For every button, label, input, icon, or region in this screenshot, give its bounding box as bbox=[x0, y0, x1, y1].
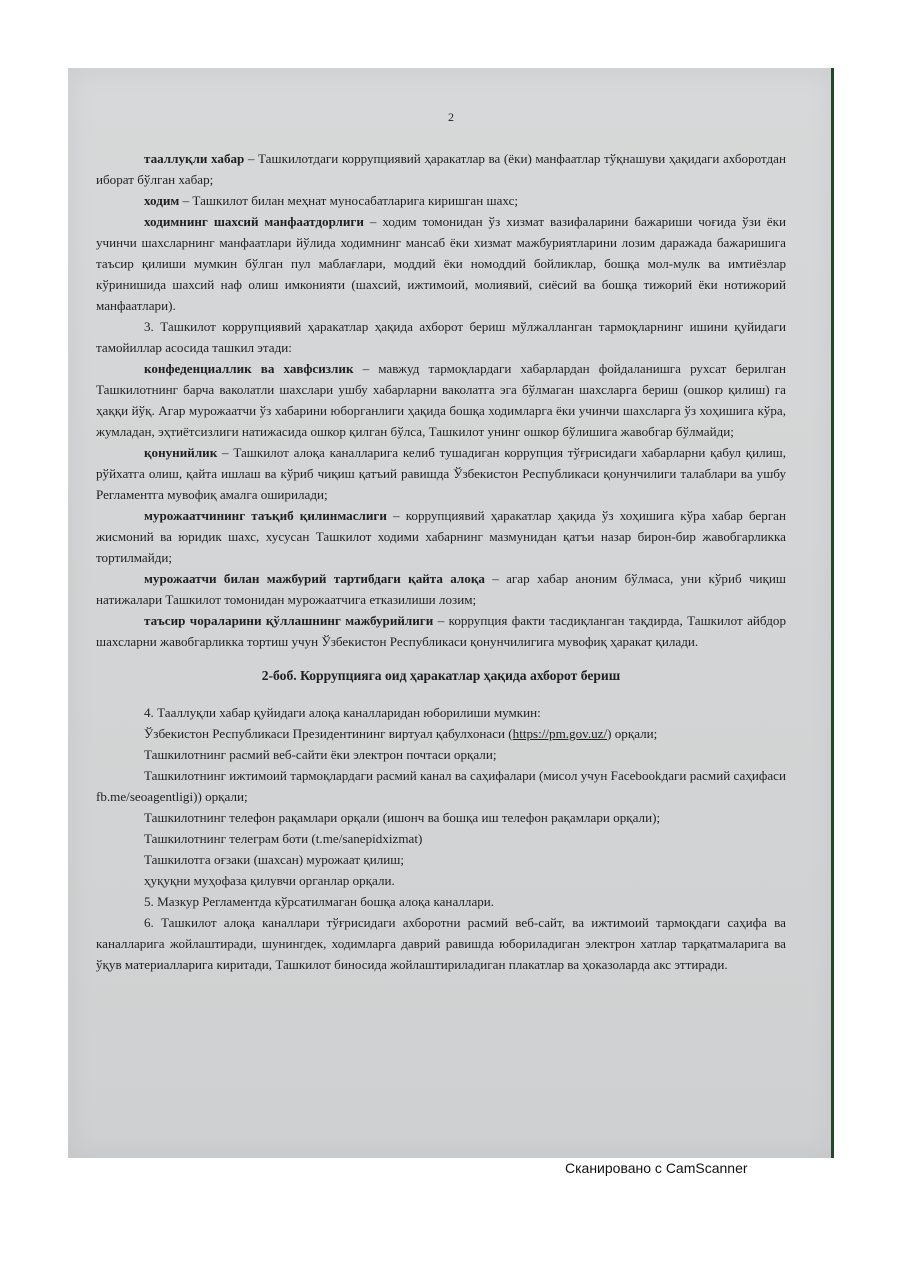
paragraph-text: 3. Ташкилот коррупциявий ҳаракатлар ҳақида ахборот бериш мўлжалланган тармоқларнинг ишини қуйидаги тамойиллар асосида ташкил этади: bbox=[96, 319, 786, 355]
definition-term: ходимнинг шахсий манфаатдорлиги bbox=[144, 214, 364, 229]
definition-paragraph bbox=[96, 148, 786, 190]
item-6: 6. Ташкилот алоқа каналлари тўғрисидаги ахборотни расмий веб-сайт, ва ижтимоий тармоқдаги саҳифа ва каналларига жойлаштиради, шунингдек, ходимларга даврий равишда юбориладиган электрон хатлар тарқатмаларига ва ўқув материалларига киритади, Ташкилот биносида жойлаштириладиган плакатлар ва ҳоказоларда акс эттиради. bbox=[96, 915, 786, 972]
principle-paragraph bbox=[96, 505, 786, 568]
definition-text: – ходим томонидан ўз хизмат вазифаларини бажариши чоғида ўзи ёки учинчи шахсларнинг манфаатлари йўлида ходимнинг мансаб ёки хизмат мажбуриятларини лозим даражада бажаришига таъсир қилиши мумкин бўлган пул маблағлари, моддий ёки номоддий бойликлар, бошқа мол-мулк ва имтиёзлар кўринишида шахсий наф олиш имконияти (шахсий, ижтимоий, молиявий, сиёсий ва бошқа тижорий ёки нотижорий манфаатлари). bbox=[96, 214, 786, 313]
principle-text: – мавжуд тармоқлардаги хабарлардан фойдаланишга рухсат берилган Ташкилотнинг барча ваколатли шахслари ушбу хабарларни ваколатга эга бўлмаган шахсларга бериш (ошкор қилиш) га ҳаққи йўқ. Агар мурожаатчи ўз хабарини юборганлиги ҳақида бошқа ходимларга ёки учинчи шахсларга ўз хоҳишига кўра, жумладан, эҳтиётсизлиги натижасида ошкор қилган бўлса, Ташкилот унинг ошкор бўлишига жавобгар бўлмайди; bbox=[96, 361, 786, 439]
item-5: 5. Мазкур Регламентда кўрсатилмаган бошқа алоқа каналлари. bbox=[144, 894, 495, 909]
channel-item: Ташкилотнинг расмий веб-сайти ёки электрон почтаси орқали; bbox=[144, 747, 497, 762]
definition-paragraph bbox=[96, 190, 786, 211]
principle-term: қонунийлик bbox=[144, 445, 218, 460]
principle-text: – Ташкилот алоқа каналларига келиб тушадиган коррупция тўғрисидаги хабарларни қабул қилиш, рўйхатга олиш, қайта ишлаш ва кўриб чиқиш қатъий равишда Ўзбекистон Республикаси қонунчилиги талаблари ва ушбу Регламентга мувофиқ амалга оширилади; bbox=[96, 445, 786, 502]
definition-term: ходим bbox=[144, 193, 180, 208]
definition-paragraph bbox=[96, 211, 786, 316]
scan-edge bbox=[831, 68, 834, 1158]
portal-text-after: ) орқали; bbox=[607, 726, 658, 741]
numbered-paragraph bbox=[96, 316, 786, 358]
channel-item: Ташкилотга оғзаки (шахсан) мурожаат қилиш; bbox=[144, 852, 404, 867]
principle-paragraph bbox=[96, 610, 786, 652]
page-number: 2 bbox=[448, 110, 454, 124]
channel-item: Ташкилотнинг ижтимоий тармоқлардаги расмий канал ва саҳифалари (мисол учун Facebookдаги расмий саҳифаси fb.me/seoagentligi)) орқали; bbox=[96, 768, 786, 804]
principle-text: – агар хабар аноним бўлмаса, уни кўриб чиқиш натижалари Ташкилот томонидан мурожаатчига етказилиши лозим; bbox=[96, 571, 787, 607]
definition-term: тааллуқли хабар bbox=[144, 151, 245, 166]
camscanner-watermark: Сканировано с CamScanner bbox=[565, 1160, 748, 1176]
channel-item: Ташкилотнинг телеграм боти (t.me/sanepidxizmat) bbox=[144, 831, 423, 846]
principle-text: – коррупция факти тасдиқланган тақдирда, Ташкилот айбдор шахсларни жавобгарликка тортиш учун Ўзбекистон Республикаси қонунчилигига мувофиқ ҳаракат қилади. bbox=[96, 613, 786, 649]
principle-paragraph bbox=[96, 568, 786, 610]
document-body bbox=[96, 148, 786, 975]
definition-text: – Ташкилот билан меҳнат муносабатларига киришган шахс; bbox=[179, 193, 519, 208]
principle-term: конфеденциаллик ва хавфсизлик bbox=[144, 361, 354, 376]
principle-paragraph bbox=[96, 358, 786, 442]
principle-term: мурожаатчи билан мажбурий тартибдаги қайта алоқа bbox=[144, 571, 485, 586]
principle-text: – коррупциявий ҳаракатлар ҳақида ўз хоҳишига кўра хабар берган жисмоний ва юридик шахс, хусусан Ташкилот ходими хабарнинг мазмунидан қатъи назар бирон-бир жавобгарликка тортилмайди; bbox=[96, 508, 787, 565]
channel-president-portal bbox=[96, 723, 786, 744]
item-4-intro: 4. Тааллуқли хабар қуйидаги алоқа каналларидан юборилиши мумкин: bbox=[144, 705, 541, 720]
principle-term: мурожаатчининг таъқиб қилинмаслиги bbox=[144, 508, 387, 523]
portal-text-before: Ўзбекистон Республикаси Президентининг виртуал қабулхонаси ( bbox=[144, 726, 513, 741]
principle-term: таъсир чораларини қўллашнинг мажбурийлиги bbox=[144, 613, 434, 628]
chapter-heading: 2-боб. Коррупцияга оид ҳаракатлар ҳақида ахборот бериш bbox=[261, 668, 621, 683]
portal-link[interactable]: https://pm.gov.uz/ bbox=[512, 726, 608, 741]
channel-item: Ташкилотнинг телефон рақамлари орқали (ишонч ва бошқа иш телефон рақамлари орқали); bbox=[144, 810, 661, 825]
channel-item: ҳуқуқни муҳофаза қилувчи органлар орқали. bbox=[144, 873, 395, 888]
principle-paragraph bbox=[96, 442, 786, 505]
definition-text: – Ташкилотдаги коррупциявий ҳаракатлар ва (ёки) манфаатлар тўқнашуви ҳақидаги ахборотдан иборат бўлган хабар; bbox=[96, 151, 787, 187]
